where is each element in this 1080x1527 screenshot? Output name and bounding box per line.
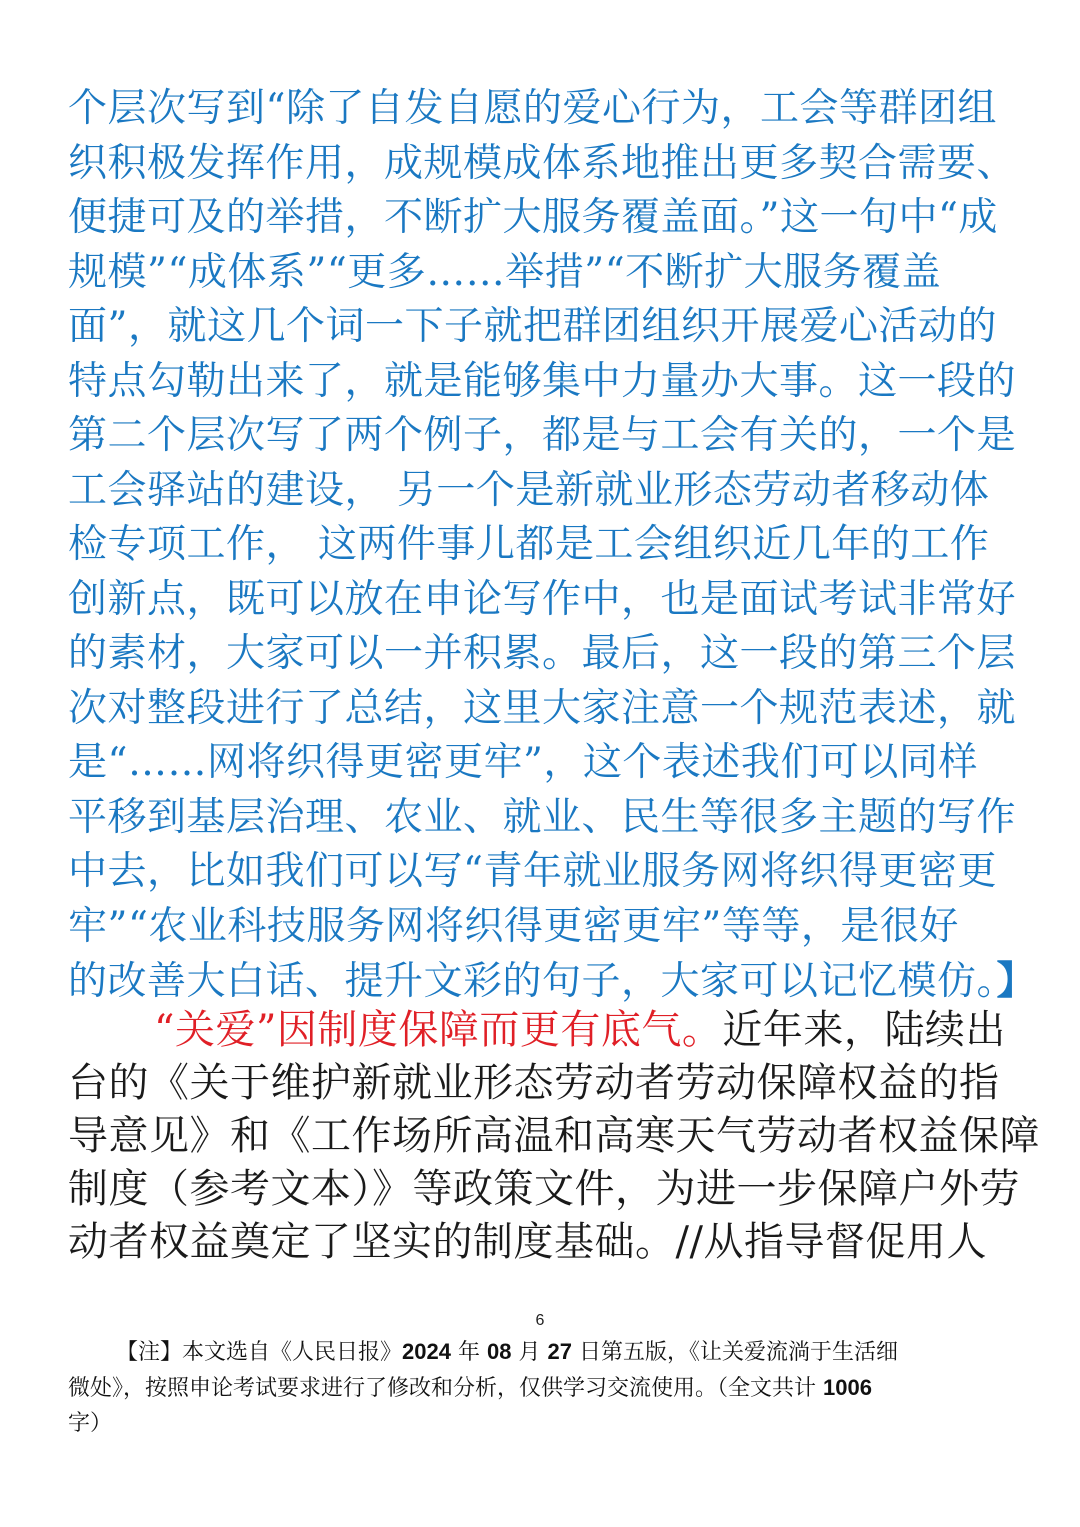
footnote bbox=[68, 1334, 1018, 1442]
analysis-line: 特点勾勒出来了，就是能够集中力量办大事。这一段的 bbox=[68, 358, 1017, 404]
footnote-line bbox=[68, 1334, 1018, 1370]
analysis-line: 织积极发挥作用，成规模成体系地推出更多契合需要、 bbox=[68, 140, 1017, 186]
footnote-month: 08 bbox=[486, 1339, 512, 1364]
section-heading: “关爱”因制度保障而更有底气。 bbox=[154, 1007, 723, 1053]
article-first-line bbox=[68, 1004, 1018, 1057]
footnote-text: 月 bbox=[511, 1340, 548, 1365]
analysis-line-text: 的改善大白话、提升文彩的句子，大家可以记忆模仿。 bbox=[68, 959, 997, 1004]
footnote-line: 字） bbox=[68, 1411, 113, 1436]
closing-bracket: 】 bbox=[996, 958, 1037, 1004]
analysis-line: 创新点，既可以放在申论写作中，也是面试考试非常好 bbox=[68, 576, 1017, 622]
article-paragraph bbox=[68, 1004, 1040, 1269]
analysis-line: 面”，就这几个词一下子就把群团组织开展爱心活动的 bbox=[68, 304, 997, 349]
analysis-line: 中去，比如我们可以写“青年就业服务网将织得更密更 bbox=[68, 849, 997, 894]
article-line: 制度（参考文本）》等政策文件，为进一步保障户外劳 bbox=[68, 1166, 1020, 1212]
article-line: 动者权益奠定了坚实的制度基础。//从指导督促用人 bbox=[68, 1219, 987, 1265]
footnote-label: 【注】 bbox=[116, 1340, 183, 1365]
analysis-line: 次对整段进行了总结，这里大家注意一个规范表述，就 bbox=[68, 685, 1017, 731]
analysis-line: 是“……网将织得更密更牢”，这个表述我们可以同样 bbox=[68, 740, 978, 785]
footnote-text: 微处》，按照申论考试要求进行了修改和分析，仅供学习交流使用。（全文共计 bbox=[68, 1376, 823, 1401]
analysis-line-last bbox=[68, 954, 1037, 1009]
analysis-line: 牢”“农业科技服务网将织得更密更牢”等等，是很好 bbox=[68, 903, 959, 949]
footnote-text: 本文选自《人民日报》 bbox=[182, 1340, 403, 1365]
article-text: 近年来，陆续出 bbox=[722, 1007, 1006, 1053]
analysis-line: 检专项工作， 这两件事儿都是工会组织近几年的工作 bbox=[68, 522, 990, 567]
analysis-line: 平移到基层治理、农业、就业、民生等很多主题的写作 bbox=[68, 794, 1017, 840]
footnote-text: 日第五版，《让关爱流淌于生活细 bbox=[571, 1340, 898, 1365]
analysis-line: 第二个层次写了两个例子，都是与工会有关的，一个是 bbox=[68, 413, 1017, 458]
footnote-day: 27 bbox=[547, 1339, 572, 1364]
footnote-year: 2024 bbox=[402, 1339, 451, 1364]
footnote-text: 年 bbox=[450, 1340, 487, 1365]
footnote-word-count: 1006 bbox=[823, 1375, 872, 1400]
page-number: 6 bbox=[535, 1312, 545, 1329]
analysis-line: 便捷可及的举措，不断扩大服务覆盖面。”这一句中“成 bbox=[68, 195, 998, 240]
footnote-line bbox=[68, 1370, 1018, 1406]
article-line: 导意见》和《工作场所高温和高寒天气劳动者权益保障 bbox=[68, 1113, 1040, 1159]
analysis-line: 工会驿站的建设， 另一个是新就业形态劳动者移动体 bbox=[68, 467, 990, 513]
analysis-commentary bbox=[68, 82, 1037, 1009]
analysis-line: 规模”“成体系”“更多……举措”“不断扩大服务覆盖 bbox=[68, 249, 942, 295]
analysis-line: 的素材，大家可以一并积累。最后，这一段的第三个层 bbox=[68, 631, 1017, 676]
analysis-line: 个层次写到“除了自发自愿的爱心行为，工会等群团组 bbox=[68, 86, 997, 131]
article-line: 台的《关于维护新就业形态劳动者劳动保障权益的指 bbox=[68, 1060, 1000, 1106]
